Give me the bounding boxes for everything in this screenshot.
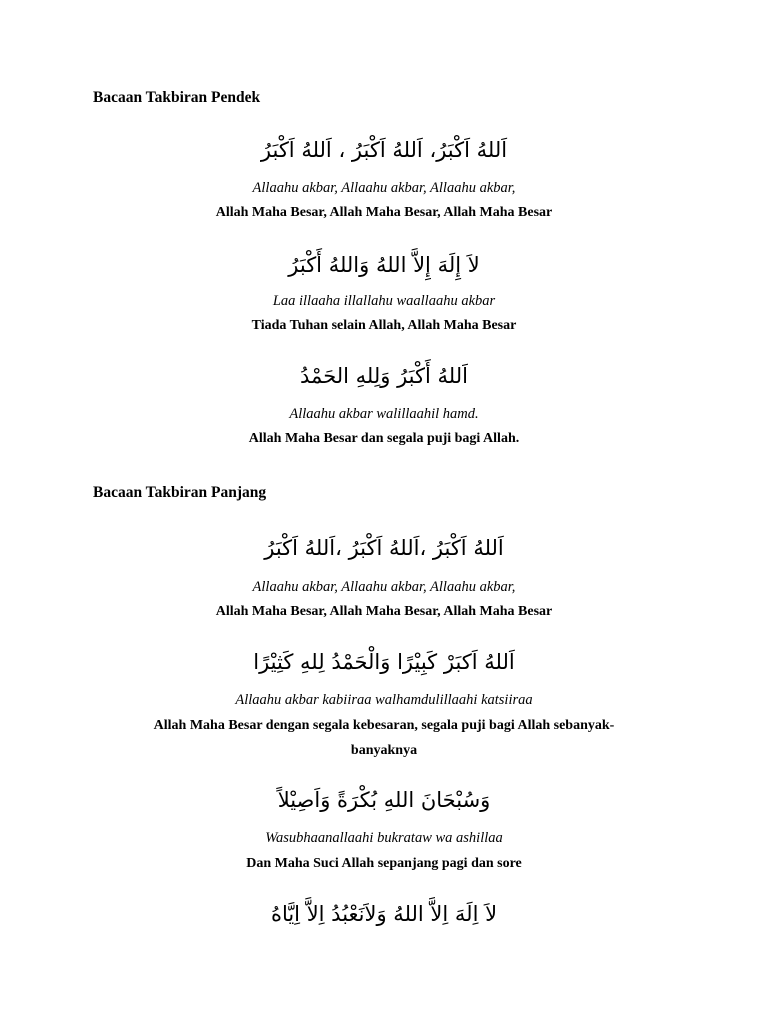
transliteration-verse-1: Allaahu akbar, Allaahu akbar, Allaahu akbar,	[252, 180, 516, 196]
arabic-verse-3: اَللهُ أَكْبَرُ وَلِلهِ الحَمْدُ	[300, 364, 468, 388]
section-heading-pendek: Bacaan Takbiran Pendek	[93, 89, 261, 106]
meaning-verse-1: Allah Maha Besar, Allah Maha Besar, Allah Maha Besar	[215, 205, 553, 220]
arabic-verse-4: اَللهُ اَكْبَرُ ،اَللهُ اَكْبَرُ ،اَللهُ اَكْبَرُ	[264, 536, 504, 560]
arabic-verse-6: وَسُبْحَانَ اللهِ بُكْرَةً وَاَصِيْلاً	[277, 788, 491, 812]
arabic-verse-2: لاَ إِلَهَ إِلاَّ اللهُ وَاللهُ أَكْبَرُ	[288, 253, 480, 277]
meaning-verse-3: Allah Maha Besar dan segala puji bagi Allah.	[248, 431, 520, 446]
section-heading-panjang: Bacaan Takbiran Panjang	[93, 484, 267, 501]
arabic-verse-7: لاَ اِلَهَ اِلاَّ اللهُ وَلاَنَعْبُدُ اِلاَّ اِيَّاهُ	[270, 902, 498, 926]
transliteration-verse-3: Allaahu akbar walillaahil hamd.	[289, 406, 479, 422]
transliteration-verse-6: Wasubhaanallaahi bukrataw wa ashillaa	[265, 830, 503, 846]
meaning-verse-4: Allah Maha Besar, Allah Maha Besar, Allah Maha Besar	[215, 604, 553, 619]
meaning-verse-5-line-1: Allah Maha Besar dengan segala kebesaran, segala puji bagi Allah sebanyak-	[153, 718, 615, 733]
arabic-verse-1: اَللهُ اَكْبَرُ، اَللهُ اَكْبَرُ ، اَللهُ اَكْبَرُ	[260, 138, 508, 162]
meaning-verse-2: Tiada Tuhan selain Allah, Allah Maha Besar	[251, 318, 517, 333]
transliteration-verse-4: Allaahu akbar, Allaahu akbar, Allaahu akbar,	[252, 579, 516, 595]
transliteration-verse-2: Laa illaaha illallahu waallaahu akbar	[272, 293, 496, 309]
meaning-verse-5-line-2: banyaknya	[350, 743, 418, 758]
arabic-verse-5: اَللهُ اَكبَرْ كَبِيْرًا وَالْحَمْدُ لِلهِ كَثِيْرًا	[253, 650, 515, 674]
meaning-verse-6: Dan Maha Suci Allah sepanjang pagi dan sore	[246, 856, 522, 871]
transliteration-verse-5: Allaahu akbar kabiiraa walhamdulillaahi katsiiraa	[235, 692, 533, 708]
